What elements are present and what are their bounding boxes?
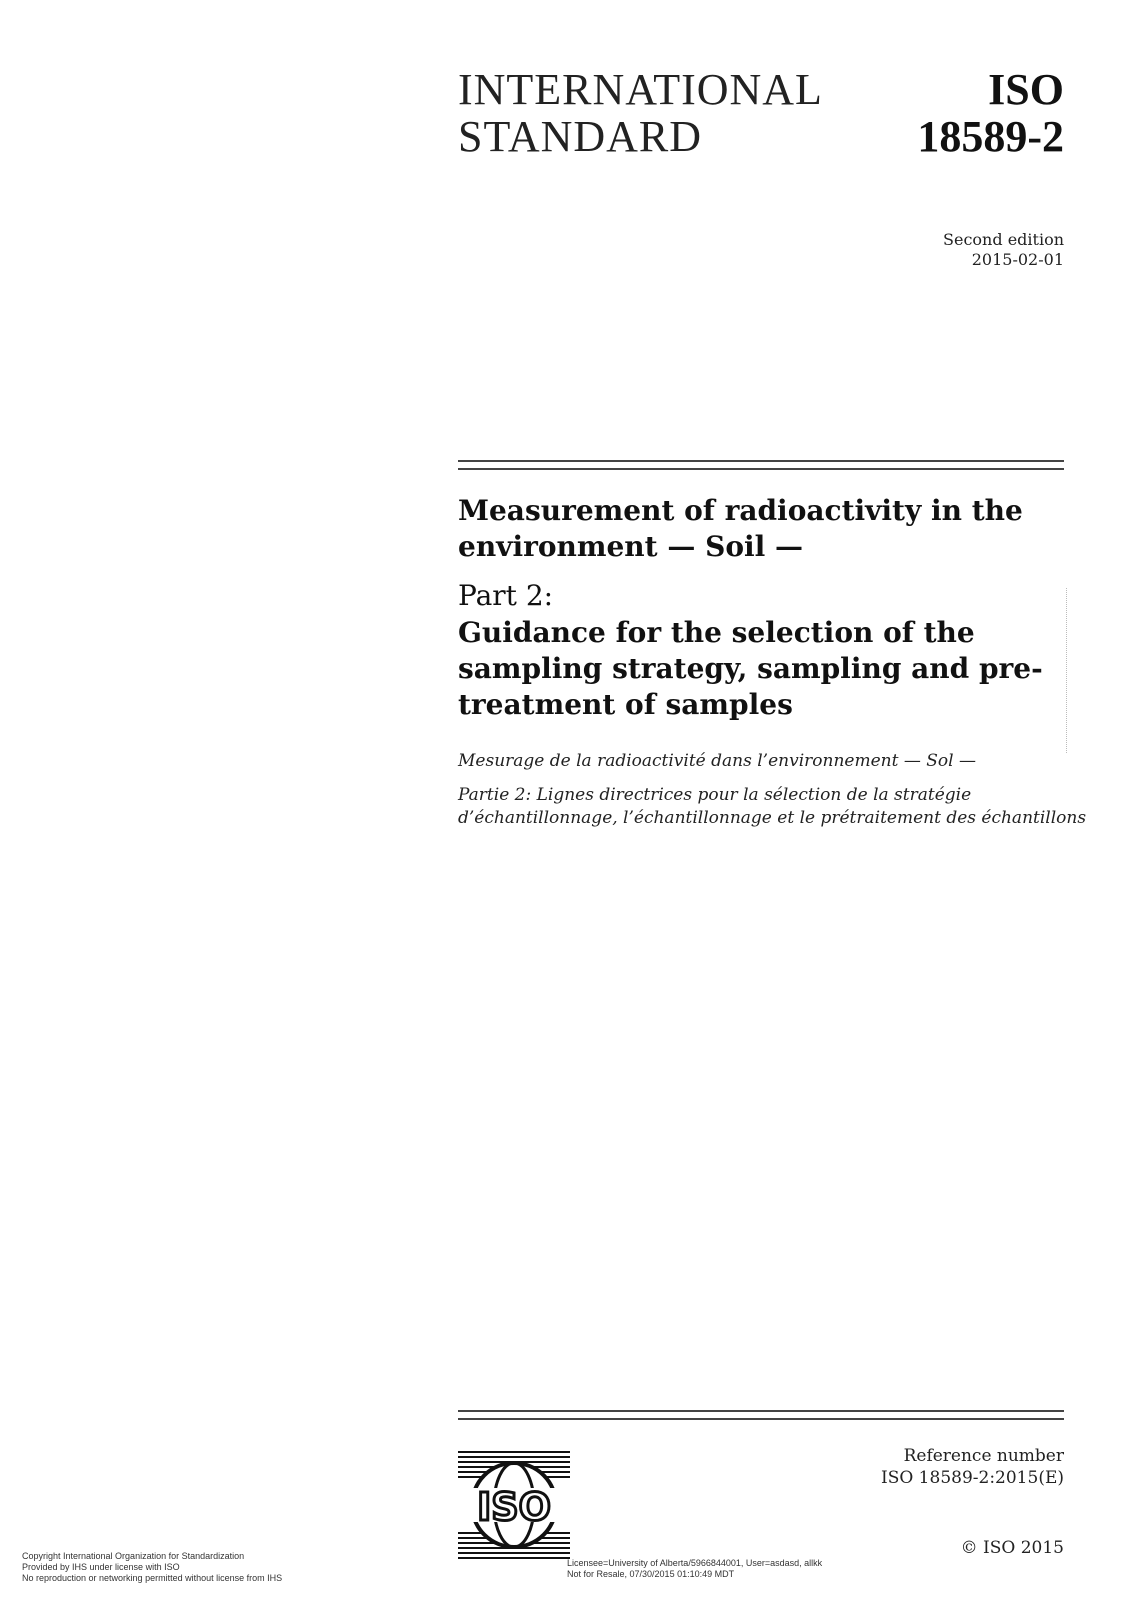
edition-block <box>804 230 1064 270</box>
part-title <box>458 615 1064 723</box>
part-title-line1: Guidance for the selection of the <box>458 616 975 649</box>
iso-number-heading <box>804 66 1064 160</box>
main-title-line2: environment — Soil — <box>458 530 804 563</box>
copyright-notice: © ISO 2015 <box>960 1538 1064 1558</box>
iso-prefix: ISO <box>988 65 1064 114</box>
iso-standard-number: 18589-2 <box>917 112 1064 161</box>
main-title <box>458 493 1064 565</box>
edition-label: Second edition <box>943 230 1064 249</box>
reference-number: ISO 18589-2:2015(E) <box>880 1468 1064 1488</box>
footer-left-line3: No reproduction or networking permitted without license from IHS <box>22 1573 283 1583</box>
top-double-rule <box>458 460 1064 470</box>
footer-license-left <box>22 1551 442 1584</box>
footer-left-line1: Copyright International Organization for Standardization <box>22 1551 245 1561</box>
standard-type-line1: INTERNATIONAL <box>458 65 823 114</box>
edition-date: 2015-02-01 <box>971 250 1064 269</box>
iso-logo <box>458 1450 570 1560</box>
footer-mid-line2: Not for Resale, 07/30/2015 01:10:49 MDT <box>567 1569 735 1579</box>
main-title-line1: Measurement of radioactivity in the <box>458 494 1023 527</box>
french-part-line1: Partie 2: Lignes directrices pour la sélection de la stratégie <box>458 785 972 805</box>
reference-block <box>764 1445 1064 1489</box>
part-title-line3: treatment of samples <box>458 688 793 721</box>
french-part-line2: d’échantillonnage, l’échantillonnage et le prétraitement des échantillons <box>458 808 1087 828</box>
bottom-double-rule <box>458 1410 1064 1420</box>
iso-logo-text: ISO <box>477 1485 551 1529</box>
part-title-line2: sampling strategy, sampling and pre- <box>458 652 1043 685</box>
standard-type-heading <box>458 65 823 161</box>
part-label: Part 2: <box>458 579 554 612</box>
footer-mid-line1: Licensee=University of Alberta/5966844001, User=asdasd, allkk <box>567 1558 823 1568</box>
side-dotted-mark <box>1066 588 1068 753</box>
footer-left-line2: Provided by IHS under license with ISO <box>22 1562 180 1572</box>
footer-license-mid <box>567 1558 987 1580</box>
standard-type-line2: STANDARD <box>458 112 703 161</box>
reference-label: Reference number <box>903 1446 1064 1466</box>
french-main-title: Mesurage de la radioactivité dans l’environnement — Sol — <box>458 751 976 771</box>
french-part-title <box>458 784 1087 830</box>
